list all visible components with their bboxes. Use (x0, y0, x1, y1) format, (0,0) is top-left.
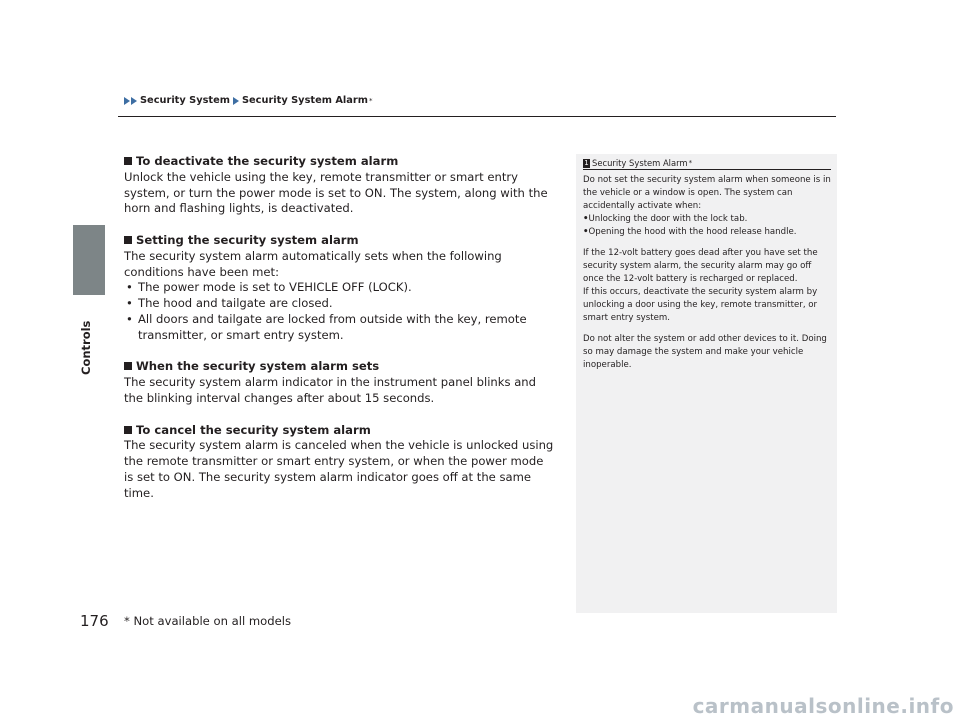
square-bullet-icon (124, 426, 132, 434)
note-paragraph: Do not alter the system or add other devices to it. Doing so may damage the system and make your vehicle inoperable. (583, 334, 827, 370)
breadcrumb-arrow-icon (233, 97, 239, 105)
watermark: carmanualsonline.info (692, 694, 954, 718)
side-tab (73, 225, 105, 295)
breadcrumb-item-security-system-alarm[interactable]: Security System Alarm (241, 95, 368, 106)
square-bullet-icon (124, 157, 132, 165)
note-paragraph: Do not set the security system alarm when someone is in the vehicle or a window is open. The system can accidentally activate when: (583, 175, 831, 211)
note-bullet: •Unlocking the door with the lock tab. (583, 214, 748, 224)
section-heading: To deactivate the security system alarm (124, 154, 556, 170)
page-number: 176 (80, 612, 109, 630)
note-divider (583, 169, 831, 170)
square-bullet-icon (124, 236, 132, 244)
list-item: • The hood and tailgate are closed. (124, 296, 556, 312)
section-body: The security system alarm automatically sets when the following conditions have been met: (124, 248, 502, 279)
breadcrumb-asterisk: * (368, 96, 373, 105)
breadcrumb-arrow-icon (124, 97, 130, 105)
breadcrumb (124, 95, 372, 106)
note-paragraph: If the 12-volt battery goes dead after you have set the security system alarm, the security alarm may go off once the 12-volt battery is recharged or replaced. (583, 248, 818, 284)
square-bullet-icon (124, 362, 132, 370)
section-heading: Setting the security system alarm (124, 233, 556, 249)
footnote: * Not available on all models (124, 614, 291, 628)
note-body (583, 174, 831, 372)
section-deactivate (124, 154, 556, 217)
section-body: The security system alarm is canceled when the vehicle is unlocked using the remote transmitter or smart entry system, or when the power mode is set to ON. The security system alarm indicator goes off at the same time. (124, 438, 554, 500)
section-when-sets (124, 359, 556, 406)
section-body: Unlock the vehicle using the key, remote transmitter or smart entry system, or turn the power mode is set to ON. The system, along with the horn and flashing lights, is deactivated. (124, 169, 548, 216)
list-item: • All doors and tailgate are locked from outside with the key, remote transmitter, or smart entry system. (124, 312, 556, 344)
main-content (124, 154, 556, 517)
note-title: Security System Alarm (592, 158, 688, 168)
section-heading: To cancel the security system alarm (124, 423, 556, 439)
section-heading: When the security system alarm sets (124, 359, 556, 375)
side-label: Controls (79, 320, 93, 375)
section-setting (124, 233, 556, 344)
note-asterisk: * (688, 159, 693, 167)
note-heading (583, 158, 692, 168)
condition-list (124, 280, 556, 343)
breadcrumb-arrow-icon (131, 97, 137, 105)
header-divider (118, 116, 836, 117)
section-body: The security system alarm indicator in the instrument panel blinks and the blinking interval changes after about 15 seconds. (124, 375, 537, 405)
note-number-icon: 1 (584, 158, 589, 167)
section-cancel (124, 423, 556, 502)
list-item: • The power mode is set to VEHICLE OFF (LOCK). (124, 280, 556, 296)
note-bullet: •Opening the hood with the hood release handle. (583, 227, 797, 237)
note-paragraph: If this occurs, deactivate the security system alarm by unlocking a door using the key, remote transmitter, or smart entry system. (583, 287, 818, 323)
breadcrumb-item-security-system[interactable]: Security System (140, 95, 230, 106)
